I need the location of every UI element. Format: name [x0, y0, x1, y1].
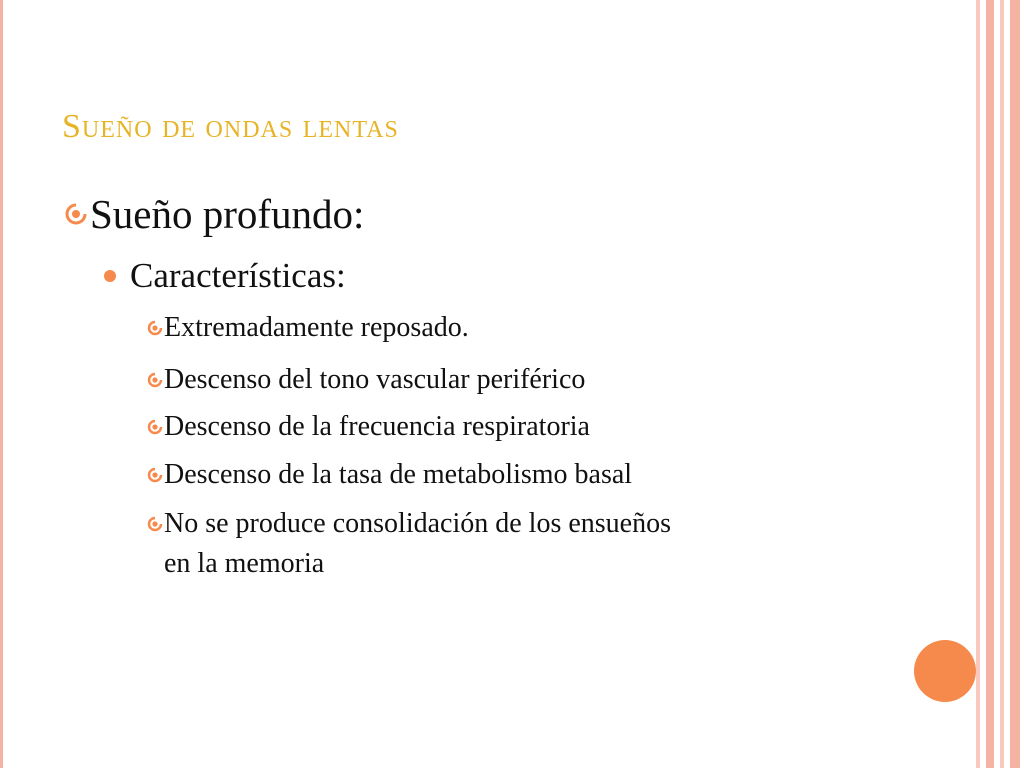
list-item-text: No se produce consolidación de los ensueños en la memoria: [164, 508, 671, 579]
bullet-level-1: [62, 190, 364, 238]
bullet-level-2: [104, 256, 346, 296]
list-item: [146, 308, 469, 348]
list-item-text: Descenso del tono vascular periférico: [164, 364, 586, 395]
stripe: [1010, 0, 1020, 768]
list-item: [146, 407, 590, 447]
list-item: [146, 504, 671, 584]
dot-bullet-icon: [104, 270, 116, 282]
right-decorative-stripes: [976, 0, 1024, 768]
list-item: [146, 455, 632, 495]
left-border-line: [0, 0, 3, 768]
list-item-text: Descenso de la frecuencia respiratoria: [164, 411, 590, 442]
swirl-bullet-icon: [62, 202, 90, 226]
swirl-bullet-icon: [146, 360, 164, 400]
stripe: [1000, 0, 1004, 768]
list-item-text: Descenso de la tasa de metabolismo basal: [164, 459, 633, 490]
swirl-bullet-icon: [146, 504, 164, 544]
bullet-level-2-text: Características:: [130, 256, 346, 295]
slide-title: Sueño de ondas lentas: [62, 108, 399, 145]
swirl-bullet-icon: [146, 308, 164, 348]
bullet-level-1-text: Sueño profundo:: [90, 191, 365, 237]
stripe: [976, 0, 980, 768]
swirl-bullet-icon: [146, 407, 164, 447]
stripe: [986, 0, 994, 768]
list-item: [146, 360, 585, 400]
swirl-bullet-icon: [146, 455, 164, 495]
list-item-text: Extremadamente reposado.: [164, 312, 469, 343]
accent-circle-decoration: [914, 640, 976, 702]
